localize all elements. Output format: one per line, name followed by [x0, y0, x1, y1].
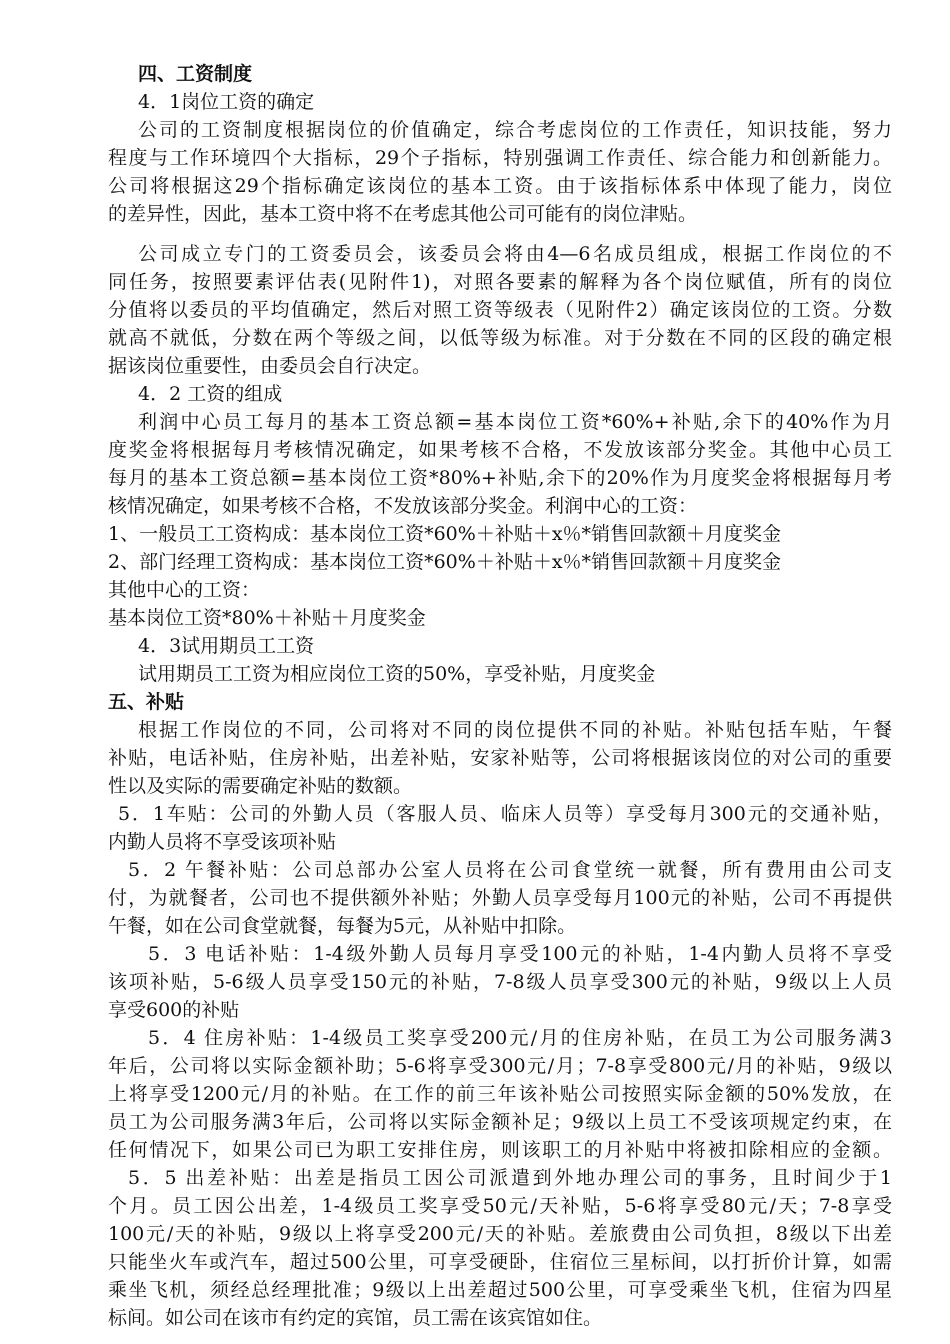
text-line: 每月的基本工资总额=基本岗位工资*80%+补贴,余下的20%作为月度奖金将根据每月考 — [108, 467, 892, 489]
text-line: 程度与工作环境四个大指标，29个子指标，特别强调工作责任、综合能力和创新能力。 — [108, 147, 892, 169]
text-line: 的差异性，因此，基本工资中将不在考虑其他公司可能有的岗位津贴。 — [108, 203, 698, 225]
text-line: 1、一般员工工资构成：基本岗位工资*60%＋补贴＋x％*销售回款额＋月度奖金 — [108, 523, 782, 545]
text-line: 核情况确定，如果考核不合格，不发放该部分奖金。利润中心的工资： — [108, 495, 698, 517]
section-heading: 五、补贴 — [108, 691, 185, 713]
text-line: 据该岗位重要性，由委员会自行决定。 — [108, 355, 432, 377]
text-line: 公司成立专门的工资委员会，该委员会将由4—6名成员组成，根据工作岗位的不 — [138, 243, 892, 265]
text-line: 5．2 午餐补贴：公司总部办公室人员将在公司食堂统一就餐，所有费用由公司支 — [128, 859, 892, 881]
text-line: 根据工作岗位的不同，公司将对不同的岗位提供不同的补贴。补贴包括车贴，午餐 — [138, 719, 892, 741]
text-line: 4．2 工资的组成 — [138, 383, 283, 405]
text-line: 标间。如公司在该市有约定的宾馆，员工需在该宾馆如住。 — [108, 1307, 603, 1329]
text-line: 就高不就低，分数在两个等级之间，以低等级为标准。对于分数在不同的区段的确定根 — [108, 327, 892, 349]
text-line: 该项补贴，5-6级人员享受150元的补贴，7-8级人员享受300元的补贴，9级以上人员 — [108, 971, 892, 993]
text-line: 同任务，按照要素评估表(见附件1)，对照各要素的解释为各个岗位赋值，所有的岗位 — [108, 271, 892, 293]
text-line: 4．3试用期员工工资 — [138, 635, 315, 657]
text-line: 5．3 电话补贴：1-4级外勤人员每月享受100元的补贴，1-4内勤人员将不享受 — [148, 943, 892, 965]
text-line: 个月。员工因公出差，1-4级员工奖享受50元/天补贴，5-6将享受80元/天；7-8享受 — [108, 1195, 892, 1217]
text-line: 员工为公司服务满3年后，公司将以实际金额补足；9级以上员工不受该项规定约束，在 — [108, 1111, 892, 1133]
text-line: 分值将以委员的平均值确定，然后对照工资等级表（见附件2）确定该岗位的工资。分数 — [108, 299, 892, 321]
text-line: 其他中心的工资： — [108, 579, 261, 601]
text-line: 基本岗位工资*80%＋补贴＋月度奖金 — [108, 607, 426, 629]
text-line: 内勤人员将不享受该项补贴 — [108, 831, 337, 853]
text-line: 试用期员工工资为相应岗位工资的50%，享受补贴，月度奖金 — [138, 663, 656, 685]
text-line: 上将享受1200元/月的补贴。在工作的前三年该补贴公司按照实际金额的50%发放，在 — [108, 1083, 892, 1105]
text-line: 4．1岗位工资的确定 — [138, 91, 315, 113]
text-line: 乘坐飞机，须经总经理批准；9级以上出差超过500公里，可享受乘坐飞机，住宿为四星 — [108, 1279, 892, 1301]
text-line: 2、部门经理工资构成：基本岗位工资*60%＋补贴＋x％*销售回款额＋月度奖金 — [108, 551, 782, 573]
text-line: 5．5 出差补贴：出差是指员工因公司派遣到外地办理公司的事务，且时间少于1 — [128, 1167, 892, 1189]
text-line: 只能坐火车或汽车，超过500公里，可享受硬卧，住宿位三星标间，以打折价计算，如需 — [108, 1251, 892, 1273]
text-line: 5．4 住房补贴：1-4级员工奖享受200元/月的住房补贴，在员工为公司服务满3 — [148, 1027, 892, 1049]
text-line: 付，为就餐者，公司也不提供额外补贴；外勤人员享受每月100元的补贴，公司不再提供 — [108, 887, 892, 909]
section-heading: 四、工资制度 — [138, 63, 253, 85]
text-line: 5．1车贴：公司的外勤人员（客服人员、临床人员等）享受每月300元的交通补贴， — [118, 803, 892, 825]
text-line: 午餐，如在公司食堂就餐，每餐为5元，从补贴中扣除。 — [108, 915, 577, 937]
text-line: 任何情况下，如果公司已为职工安排住房，则该职工的月补贴中将被扣除相应的金额。 — [108, 1139, 892, 1161]
text-line: 度奖金将根据每月考核情况确定，如果考核不合格，不发放该部分奖金。其他中心员工 — [108, 439, 892, 461]
text-line: 公司将根据这29个指标确定该岗位的基本工资。由于该指标体系中体现了能力，岗位 — [108, 175, 892, 197]
text-line: 年后，公司将以实际金额补助；5-6将享受300元/月；7-8享受800元/月的补贴，9级以 — [108, 1055, 892, 1077]
text-line: 享受600的补贴 — [108, 999, 240, 1021]
text-line: 利润中心员工每月的基本工资总额=基本岗位工资*60%+补贴,余下的40%作为月 — [138, 411, 892, 433]
text-line: 补贴，电话补贴，住房补贴，出差补贴，安家补贴等，公司将根据该岗位的对公司的重要 — [108, 747, 892, 769]
text-line: 性以及实际的需要确定补贴的数额。 — [108, 775, 413, 797]
text-line: 100元/天的补贴，9级以上将享受200元/天的补贴。差旅费由公司负担，8级以下出差 — [108, 1223, 892, 1245]
text-line: 公司的工资制度根据岗位的价值确定，综合考虑岗位的工作责任，知识技能，努力 — [138, 119, 892, 141]
